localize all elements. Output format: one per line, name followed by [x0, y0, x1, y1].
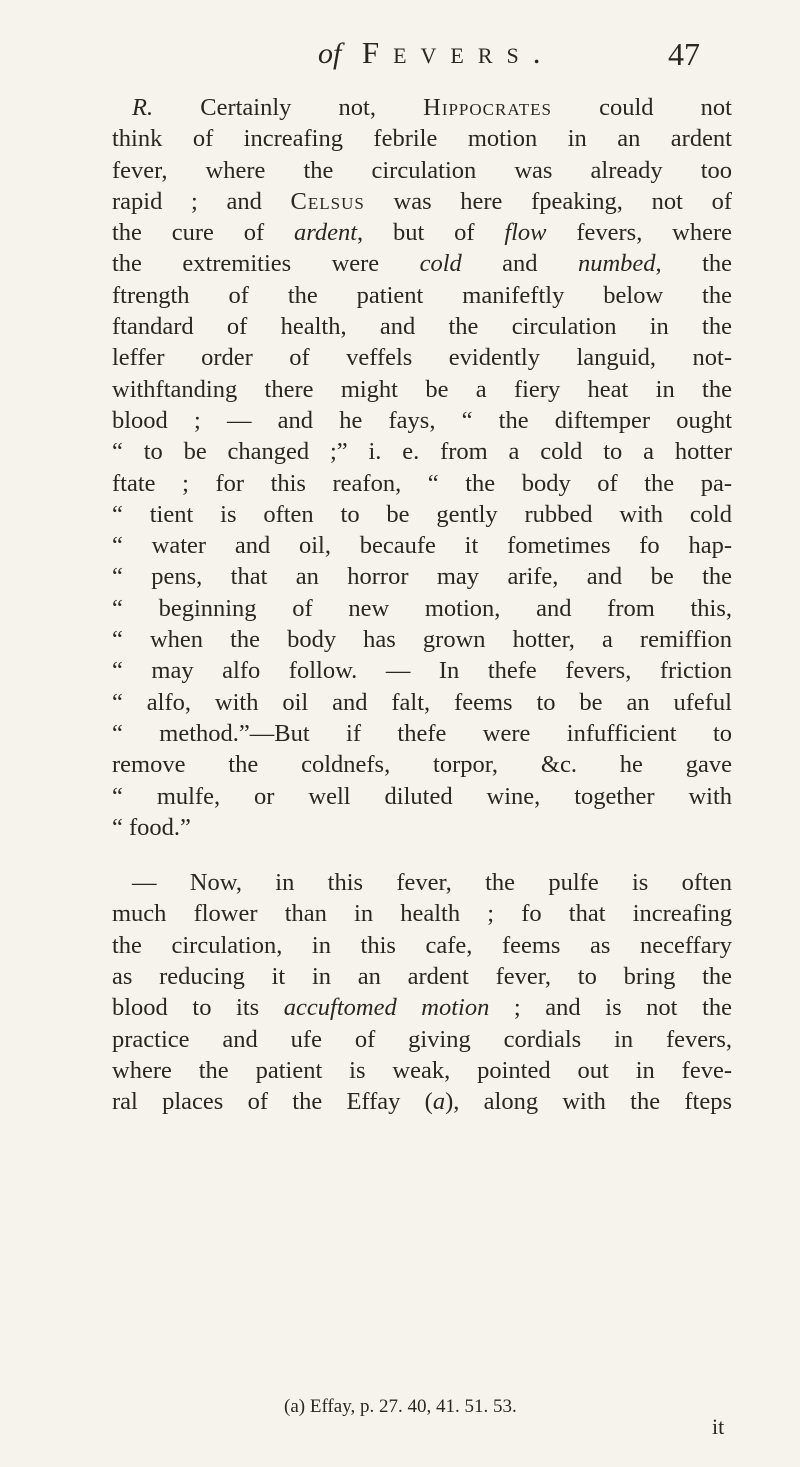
text-line: “ when the body has grown hotter, a remiffion: [112, 626, 732, 654]
page-header: [0, 34, 800, 78]
text-line: withftanding there might be a fiery heat in the: [112, 375, 732, 403]
text-line: blood ; — and he fays, “ the diftemper ought: [112, 406, 732, 434]
running-head: [318, 34, 555, 72]
text-line: — Now, in this fever, the pulfe is often: [132, 869, 732, 897]
text-line: “ water and oil, becaufe it fometimes fo hap-: [112, 532, 732, 560]
name-celsus: Celsus: [290, 187, 365, 215]
text-line: where the patient is weak, pointed out in feve-: [112, 1056, 732, 1084]
text-line: ftrength of the patient manifeftly below the: [112, 281, 732, 309]
paragraph-gap: [112, 843, 732, 867]
text-line: leffer order of veffels evidently languid, not-: [112, 344, 732, 372]
text-line: “ tient is often to be gently rubbed with cold: [112, 500, 732, 528]
text-line-29: blood to its accuftomed motion ; and is not the: [112, 994, 732, 1022]
text-line-5: the cure of ardent, but of flow fevers, where: [112, 219, 732, 247]
text-line-4: rapid ; and Celsus was here fpeaking, not of: [112, 187, 732, 215]
running-head-of: of: [318, 37, 342, 70]
text-line: fever, where the circulation was already too: [112, 156, 732, 184]
running-head-title: Fevers.: [361, 35, 555, 70]
page-number: 47: [668, 36, 700, 72]
text-line-6: the extremities were cold and numbed, the: [112, 250, 732, 278]
text-line: “ food.”: [112, 813, 191, 841]
name-hippocrates: Hippocrates: [423, 94, 552, 121]
body-text: [112, 92, 732, 1118]
text-line: “ beginning of new motion, and from this,: [112, 594, 732, 622]
footnote: (a) Effay, p. 27. 40, 41. 51. 53.: [284, 1396, 517, 1417]
text-line: “ to be changed ;” i. e. from a cold to a hotter: [112, 438, 732, 466]
text-line: “ may alfo follow. — In thefe fevers, friction: [112, 657, 732, 685]
text-line: “ alfo, with oil and falt, feems to be an ufeful: [112, 688, 732, 716]
text-line-32: ral places of the Effay (a), along with the fteps: [112, 1088, 732, 1116]
text-line: “ mulfe, or well diluted wine, together with: [112, 782, 732, 810]
text-line: practice and ufe of giving cordials in fevers,: [112, 1025, 732, 1053]
text-line: as reducing it in an ardent fever, to bring the: [112, 963, 732, 991]
text-line: ftate ; for this reafon, “ the body of the pa-: [112, 469, 732, 497]
text-line: much flower than in health ; fo that increafing: [112, 900, 732, 928]
text-line: think of increafing febrile motion in an ardent: [112, 125, 732, 153]
text-line: ftandard of health, and the circulation in the: [112, 313, 732, 341]
text-line: “ method.”—But if thefe were infufficient to: [112, 719, 732, 747]
text-line-1: R. Certainly not, Hippocrates could not: [132, 94, 732, 121]
text-line: remove the coldnefs, torpor, &c. he gave: [112, 751, 732, 779]
text-line: “ pens, that an horror may arife, and be the: [112, 563, 732, 591]
text-line: the circulation, in this cafe, feems as neceffary: [112, 931, 732, 959]
catchword: it: [712, 1414, 725, 1439]
